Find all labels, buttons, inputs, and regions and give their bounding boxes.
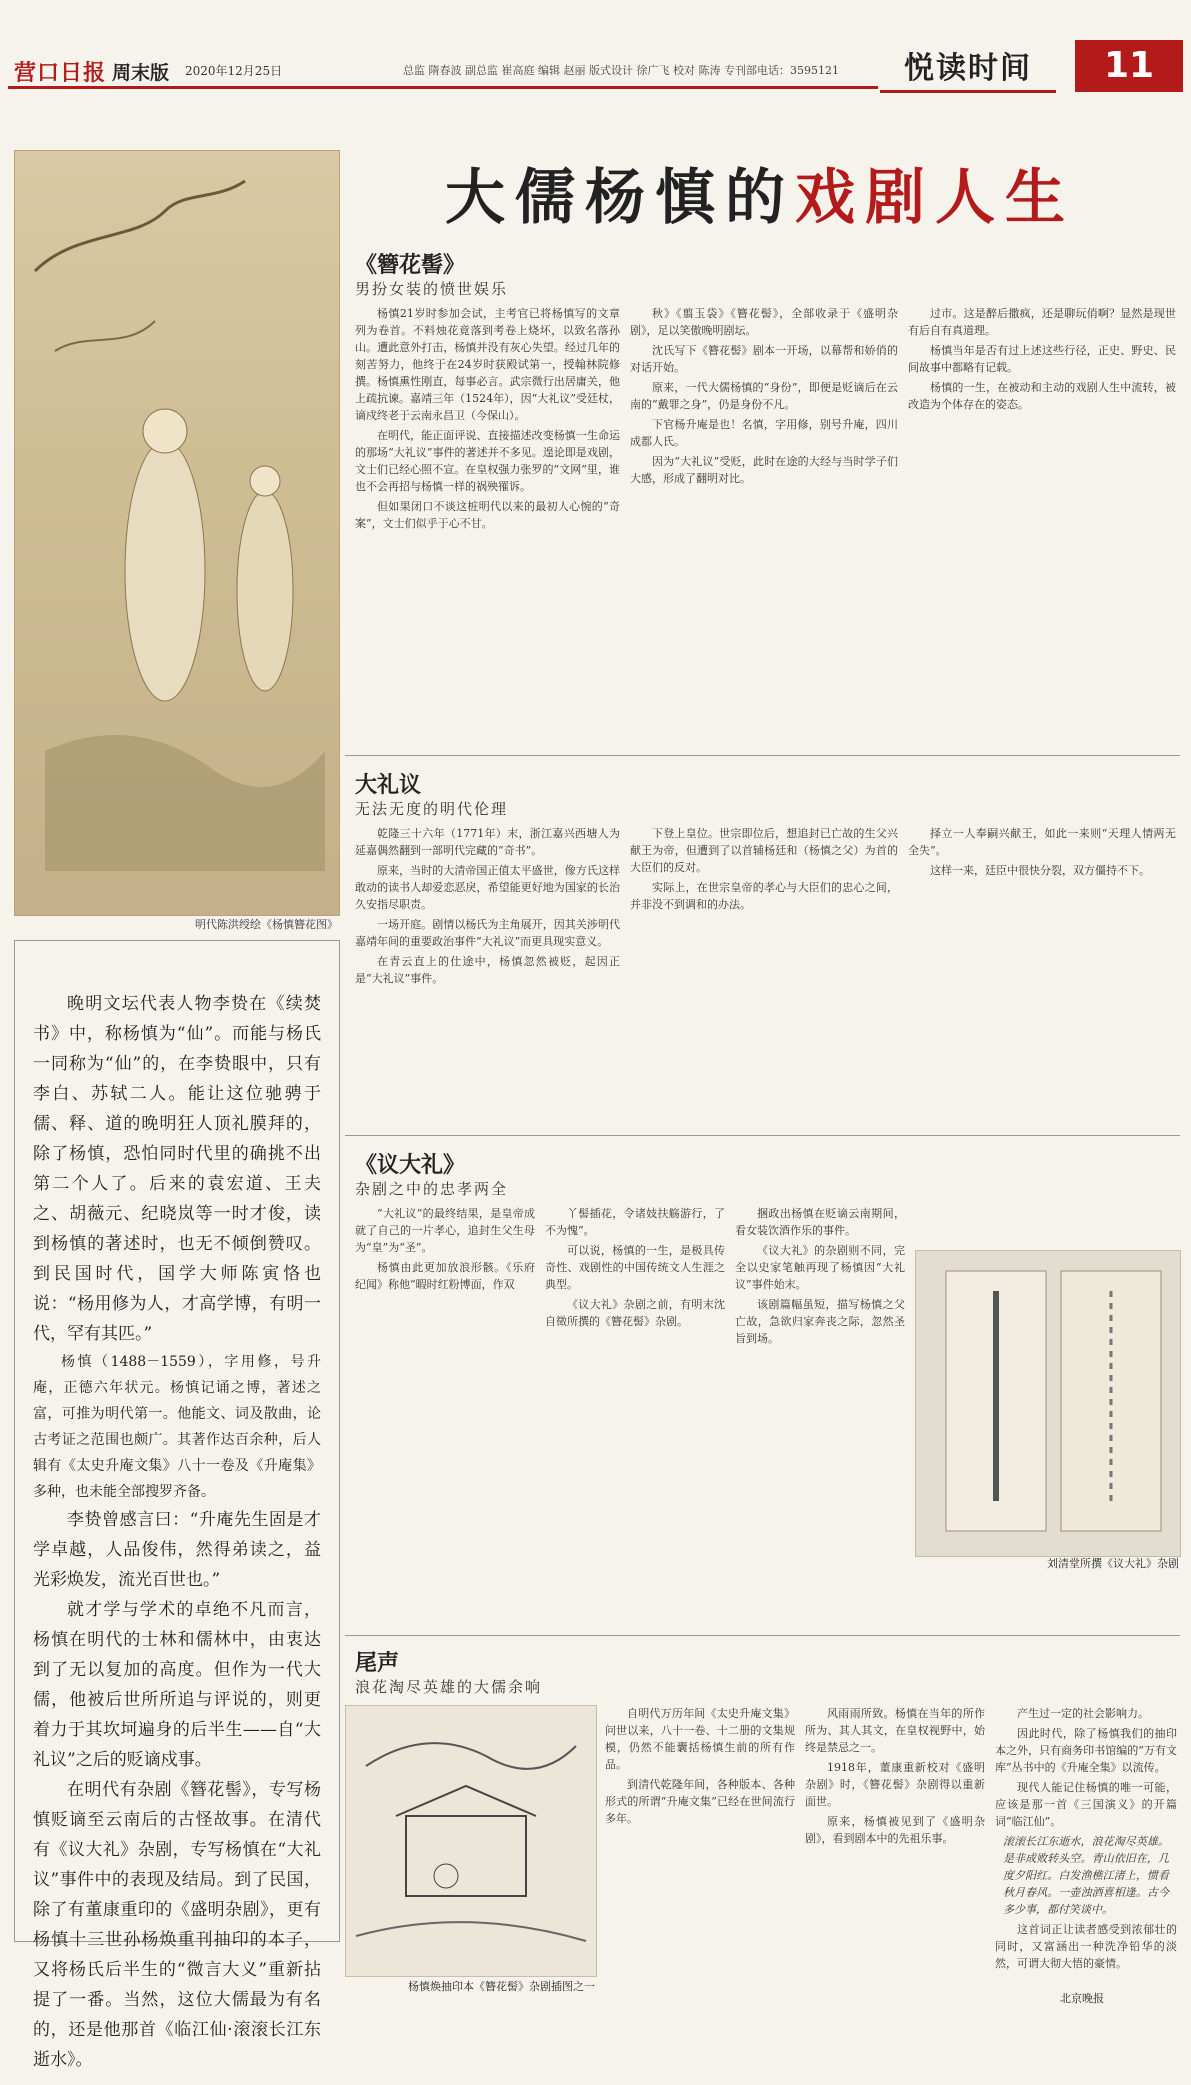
paragraph: 可以说，杨慎的一生，是极具传奇性、戏剧性的中国传统文人生涯之典型。 [545, 1244, 725, 1291]
paragraph: 原来，当时的大清帝国正值太平盛世，像方氏这样敢动的读书人却爱恋恶戾，希望能更好地为国家的长治久安指尽职责。 [355, 864, 620, 911]
chapter3-column-3 [735, 1205, 905, 1625]
edition-label: 周末版 [112, 62, 170, 84]
page-number: 11 [1075, 40, 1183, 92]
chapter3-title: 《议大礼》 [355, 1152, 466, 1178]
paragraph: 杨慎由此更加放浪形骸。《乐府纪闻》称他“暇时红粉博面，作双 [355, 1261, 535, 1291]
divider [345, 755, 1180, 756]
painting-caption: 明代陈洪绶绘《杨慎簪花图》 [195, 918, 338, 931]
chapter4-column-3 [995, 1705, 1177, 1985]
paragraph: 过市。这是醉后撒疯，还是聊玩俏啊？显然是现世有后自有真道理。 [908, 307, 1176, 337]
manuscript-image [915, 1250, 1181, 1557]
chapter4-column-1 [605, 1705, 795, 1985]
page-title [345, 150, 1175, 236]
paragraph: 乾隆三十六年（1771年）末，浙江嘉兴西塘人为延嘉偶然翻到一部明代完藏的“奇书”。 [355, 827, 620, 857]
paragraph: 杨慎当年是否有过上述这些行径，正史、野史、民间故事中都略有记载。 [908, 344, 1176, 374]
paragraph: 秋》《翦玉袋》《簪花髻》，全部收录于《盛明杂剧》，足以笑傲晚明剧坛。 [630, 307, 898, 337]
paragraph: 原来，一代大儒杨慎的“身份”，即便是贬谪后在云南的“戴罪之身”，仍是身份不凡。 [630, 381, 898, 411]
title-black: 大儒杨慎的 [445, 163, 795, 233]
intro-paragraph: 李贽曾感言曰：“升庵先生固是才学卓越，人品俊伟，然得弟读之，益光彩焕发，流光百世也。” [33, 1510, 321, 1590]
paragraph: 择立一人奉嗣兴献王，如此一来则“天理人情两无全失”。 [908, 827, 1176, 857]
woodcut-illustration [346, 1706, 596, 1976]
chapter4-title: 尾声 [355, 1650, 400, 1676]
paragraph: 一场开庭。剧情以杨氏为主角展开，因其关涉明代嘉靖年间的重要政治事件“大礼议”而更具现实意义。 [355, 918, 620, 948]
intro-paragraph: 在明代有杂剧《簪花髻》，专写杨慎贬谪至云南后的古怪故事。在清代有《议大礼》杂剧，专写杨慎在“大礼议”事件中的表现及结局。到了民国，除了有董康重印的《盛明杂剧》，更有杨慎十三世孙杨焕重刊抽印的本子，又将杨氏后半生的“微言大义”重新拈提了一番。当然，这位大儒最为有名的，还是他那首《临江仙·滚滚长江东逝水》。 [33, 1780, 321, 2070]
painting-illustration [15, 151, 339, 915]
issue-date: 2020年12月25日 [185, 64, 283, 78]
paragraph: 因此时代，除了杨慎我们的抽印本之外，只有商务印书馆编的“万有文库”丛书中的《升庵全集》以流传。 [995, 1727, 1177, 1774]
chapter2-column-2 [630, 825, 898, 1130]
paragraph: 捆政出杨慎在贬谪云南期间，看女装饮酒作乐的事件。 [735, 1207, 905, 1237]
paragraph: 在青云直上的仕途中，杨慎忽然被贬，起因正是“大礼议”事件。 [355, 955, 620, 985]
paragraph: 下官杨升庵是也！名慎，字用修，别号升庵，四川成都人氏。 [630, 418, 898, 448]
paragraph: 到清代乾隆年间，各种版本、各种形式的所谓“升庵文集”已经在世间流行多年。 [605, 1778, 795, 1825]
chapter2-subtitle: 无法无度的明代伦理 [355, 800, 509, 818]
chapter1-column-1 [355, 305, 620, 750]
intro-box [14, 940, 340, 2070]
masthead-rule [8, 86, 878, 89]
poem: 滚滚长江东逝水，浪花淘尽英雄。是非成败转头空。青山依旧在，几度夕阳红。白发渔樵江渚上，惯看秋月春风。一壶浊酒喜相逢。古今多少事，都付笑谈中。 [1003, 1835, 1169, 1916]
paragraph: 丫髻插花，令诸妓扶觞游行，了不为愧”。 [545, 1207, 725, 1237]
woodcut-image [345, 1705, 597, 1977]
intro-paragraph: 杨慎（1488－1559），字用修，号升庵，正德六年状元。杨慎记诵之博，著述之富，可推为明代第一。他能文、词及散曲，论古考证之范围也颇广。其著作达百余种，后人辑有《太史升庵文集》八十一卷及《升庵集》多种，也未能全部搜罗齐备。 [33, 1354, 321, 1500]
paragraph: 自明代万历年间《太史升庵文集》问世以来，八十一卷、十二册的文集规模，仍然不能囊括杨慎生前的所有作品。 [605, 1707, 795, 1771]
paragraph: 1918年，董康重新校对《盛明杂剧》时，《簪花髻》杂剧得以重新面世。 [805, 1761, 985, 1808]
paragraph: 因为“大礼议”受贬，此时在途的大经与当时学子们大感，形成了翻明对比。 [630, 455, 898, 485]
chapter2-column-1 [355, 825, 620, 1130]
paragraph: 杨慎的一生，在被动和主动的戏剧人生中流转，被改造为个体存在的姿态。 [908, 381, 1176, 411]
newspaper-logo: 营口日报 [14, 60, 107, 86]
title-red: 戏剧人生 [795, 163, 1075, 233]
chapter4-column-2 [805, 1705, 985, 1985]
chapter1-title: 《簪花髻》 [355, 252, 466, 278]
chapter1-subtitle: 男扮女装的愤世娱乐 [355, 280, 509, 298]
chapter3-column-1 [355, 1205, 535, 1625]
section-title: 悦读时间 [880, 48, 1056, 93]
chapter3-column-2 [545, 1205, 725, 1625]
painting-image [14, 150, 340, 916]
paragraph: 在明代，能正面评说、直接描述改变杨慎一生命运的那场“大礼议”事件的著述并不多见。遑论即是戏剧，文士们已经心照不宣。在皇权强力张罗的“文网”里，谁也不会再招与杨慎一样的祸殃罹诉。 [355, 429, 620, 493]
paragraph: 下登上皇位。世宗即位后，想追封已亡故的生父兴献王为帝，但遭到了以首辅杨廷和（杨慎之父）为首的大臣们的反对。 [630, 827, 898, 874]
paragraph: 现代人能记住杨慎的唯一可能，应该是那一首《三国演义》的开篇词“临江仙”。 [995, 1781, 1177, 1828]
manuscript-caption: 刘清堂所撰《议大礼》杂剧 [1047, 1557, 1179, 1570]
paragraph: 杨慎21岁时参加会试，主考官已将杨慎写的文章列为卷首。不料烛花竟落到考卷上烧坏，以致名落孙山。遭此意外打击，杨慎并没有灰心失望。经过几年的刻苦努力，他终于在24岁时获殿试第一，授翰林院修撰。杨慎熏性刚直，每事必言。武宗微行出居庸关，他上疏抗谏。嘉靖三年（1524年），因“大礼议”受廷杖，谪戍终老于云南永昌卫（今保山）。 [355, 307, 620, 422]
paragraph: “大礼议”的最终结果，是皇帝成就了自己的一片孝心，追封生父生母为“皇”为“圣”。 [355, 1207, 535, 1254]
divider [345, 1135, 1180, 1136]
staff-line: 总监 隋春波 副总监 崔高庭 编辑 赵丽 版式设计 徐广飞 校对 陈涛 专刊部电话：3595121 [403, 64, 839, 77]
chapter4-subtitle: 浪花淘尽英雄的大儒余响 [355, 1678, 543, 1696]
paragraph: 这首词正让读者感受到浓郁壮的同时，又富涵出一种洗净铅华的淡然，可谓大彻大悟的豪情。 [995, 1923, 1177, 1970]
manuscript-illustration [916, 1251, 1180, 1556]
paragraph: 原来，杨慎被见到了《盛明杂剧》，看到剧本中的先祖乐事。 [805, 1815, 985, 1845]
paragraph: 《议大礼》杂剧之前，有明末沈自徵所撰的《簪花髻》杂剧。 [545, 1298, 725, 1328]
chapter1-column-2 [630, 305, 898, 750]
divider [345, 1635, 1180, 1636]
paragraph: 《议大礼》的杂剧则不同，完全以史家笔触再现了杨慎因“大礼议”事件始末。 [735, 1244, 905, 1291]
paragraph: 沈氏写下《簪花髻》剧本一开场，以幕帮和娇俏的对话开始。 [630, 344, 898, 374]
chapter2-column-3 [908, 825, 1176, 1130]
paragraph: 该剧篇幅虽短，描写杨慎之父亡故，急欲归家奔丧之际，忽然圣旨到场。 [735, 1298, 905, 1345]
paragraph: 产生过一定的社会影响力。 [1017, 1707, 1149, 1720]
chapter3-subtitle: 杂剧之中的忠孝两全 [355, 1180, 509, 1198]
chapter2-title: 大礼议 [355, 772, 422, 798]
article-source: 北京晚报 [1060, 1992, 1104, 2005]
paragraph: 风雨雨所致。杨慎在当年的所作所为、其人其文，在皇权视野中，始终是禁忌之一。 [805, 1707, 985, 1754]
paragraph: 实际上，在世宗皇帝的孝心与大臣们的忠心之间，并非没不到调和的办法。 [630, 881, 898, 911]
chapter1-column-3 [908, 305, 1176, 750]
paragraph: 这样一来，廷臣中很快分裂，双方僵持不下。 [930, 864, 1150, 877]
paragraph: 但如果闭口不谈这桩明代以来的最初人心惋的“奇案”，文士们似乎于心不甘。 [355, 500, 620, 530]
intro-paragraph: 就才学与学术的卓绝不凡而言，杨慎在明代的士林和儒林中，由衷达到了无以复加的高度。但作为一代大儒，他被后世所所追与评说的，则更着力于其坎坷遍身的后半生——自“大礼议”之后的贬谪戍事。 [33, 1600, 321, 1770]
intro-paragraph: 晚明文坛代表人物李贽在《续焚书》中，称杨慎为“仙”。而能与杨氏一同称为“仙”的，在李贽眼中，只有李白、苏轼二人。能让这位驰骋于儒、释、道的晚明狂人顶礼膜拜的，除了杨慎，恐怕同时代里的确挑不出第二个人了。后来的袁宏道、王夫之、胡薇元、纪晓岚等一时才俊，读到杨慎的著述时，也无不倾倒赞叹。到民国时代，国学大师陈寅恪也说：“杨用修为人，才高学博，有明一代，罕有其匹。” [33, 994, 321, 1344]
woodcut-caption: 杨慎焕抽印本《簪花髻》杂剧插图之一 [408, 1980, 595, 1993]
